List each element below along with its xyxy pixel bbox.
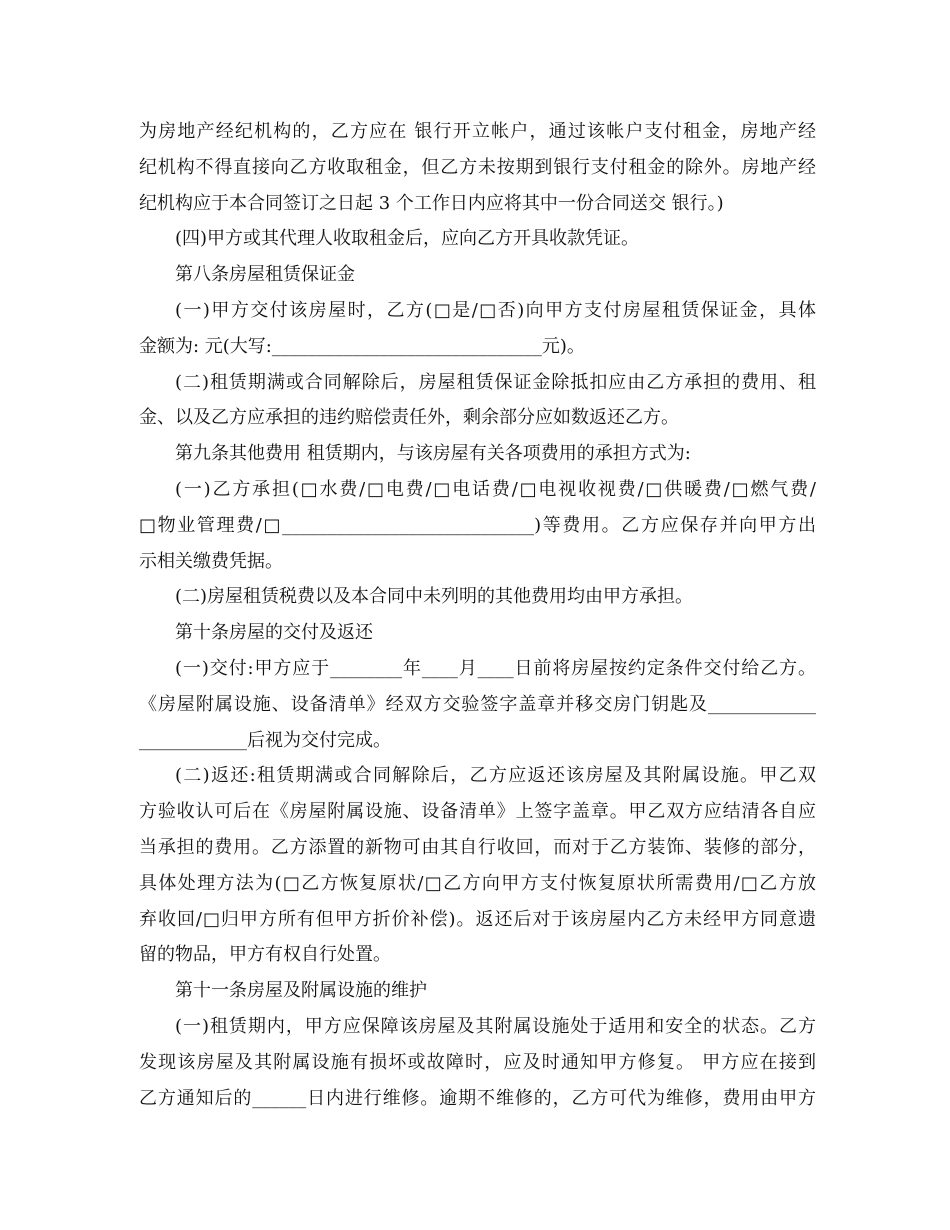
paragraph-line: (一)甲方交付该房屋时，乙方(□是/□否)向甲方支付房屋租赁保证金，具体 [175,299,816,321]
paragraph-line: 示相关缴费凭据。 [139,550,283,572]
paragraph-line: (一)乙方承担(□水费/□电费/□电话费/□电视收视费/□供暖费/□燃气费/ [175,478,816,500]
paragraph-line: 乙方通知后的______日内进行维修。逾期不维修的，乙方可代为维修，费用由甲方 [139,1087,816,1109]
paragraph-line: 方验收认可后在《房屋附属设施、设备清单》上签字盖章。甲乙双方应结清各自应 [139,801,816,823]
paragraph-line: 纪机构应于本合同签订之日起 3 个工作日内应将其中一份合同送交 银行。) [139,192,724,214]
paragraph-line: 《房屋附属设施、设备清单》经双方交验签字盖章并移交房门钥匙及____________ [139,693,816,715]
paragraph-line: 金、以及乙方应承担的违约赔偿责任外，剩余部分应如数返还乙方。 [139,407,679,429]
paragraph-line: (二)租赁期满或合同解除后，房屋租赁保证金除抵扣应由乙方承担的费用、租 [175,371,816,393]
paragraph-line: ____________后视为交付完成。 [139,729,391,751]
paragraph-line: (一)租赁期内，甲方应保障该房屋及其附属设施处于适用和安全的状态。乙方 [175,1015,816,1037]
paragraph-line: 金额为: 元(大写:______________________________元)。 [139,335,585,357]
document-body [139,114,816,1116]
paragraph-line: (一)交付:甲方应于________年____月____日前将房屋按约定条件交付给乙方。 [175,657,816,679]
paragraph-line: 弃收回/□归甲方所有但甲方折价补偿)。返还后对于该房屋内乙方未经甲方同意遗 [139,908,816,930]
paragraph-line: (二)返还:租赁期满或合同解除后，乙方应返还该房屋及其附属设施。甲乙双 [175,765,816,787]
paragraph-line: 第十一条房屋及附属设施的维护 [175,980,427,1002]
paragraph-line: (四)甲方或其代理人收取租金后，应向乙方开具收款凭证。 [175,228,640,250]
paragraph-line: (二)房屋租赁税费以及本合同中未列明的其他费用均由甲方承担。 [175,586,694,608]
paragraph-line: 第八条房屋租赁保证金 [175,264,355,286]
paragraph-line: □物业管理费/□____________________________)等费用。乙方应保存并向甲方出 [139,514,816,536]
paragraph-line: 发现该房屋及其附属设施有损坏或故障时，应及时通知甲方修复。 甲方应在接到 [139,1051,816,1073]
paragraph-line: 纪机构不得直接向乙方收取租金，但乙方未按期到银行支付租金的除外。房地产经 [139,156,816,178]
paragraph-line: 具体处理方法为(□乙方恢复原状/□乙方向甲方支付恢复原状所需费用/□乙方放 [139,872,816,894]
paragraph-line: 第十条房屋的交付及返还 [175,622,373,644]
paragraph-line: 当承担的费用。乙方添置的新物可由其自行收回，而对于乙方装饰、装修的部分， [139,836,816,858]
paragraph-line: 为房地产经纪机构的，乙方应在 银行开立帐户，通过该帐户支付租金，房地产经 [139,121,816,142]
paragraph-line: 留的物品，甲方有权自行处置。 [139,944,391,966]
paragraph-line: 第九条其他费用 租赁期内，与该房屋有关各项费用的承担方式为: [175,443,691,465]
